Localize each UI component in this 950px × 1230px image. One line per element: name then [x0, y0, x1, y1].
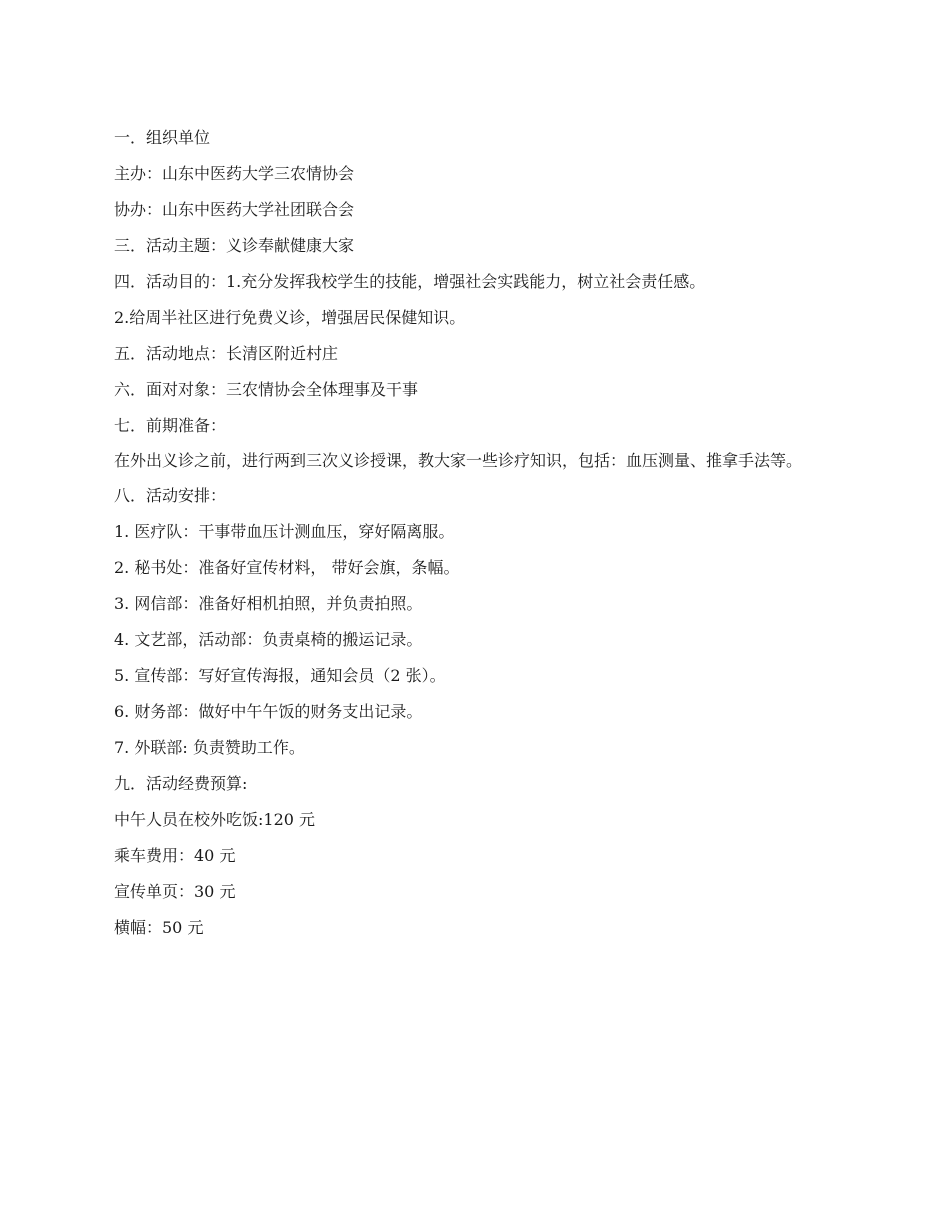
arrangement-item-6: 6. 财务部：做好中午午饭的财务支出记录。 [114, 702, 423, 721]
section-heading-preparation: 七．前期准备： [114, 416, 227, 435]
arrangement-item-7: 7. 外联部: 负责赞助工作。 [114, 738, 305, 757]
section-heading-location: 五．活动地点：长清区附近村庄 [114, 344, 339, 363]
preparation-text: 在外出义诊之前，进行两到三次义诊授课，教大家一些诊疗知识，包括：血压测量、推拿手法等。 [114, 451, 803, 470]
budget-item-transport: 乘车费用：40 元 [114, 846, 236, 865]
arrangement-item-1: 1. 医疗队：干事带血压计测血压，穿好隔离服。 [114, 522, 455, 541]
section-heading-purpose: 四．活动目的：1.充分发挥我校学生的技能，增强社会实践能力，树立社会责任感。 [114, 272, 706, 291]
section-heading-organizers: 一．组织单位 [114, 128, 211, 147]
arrangement-item-5: 5. 宣传部：写好宣传海报，通知会员（2 张）。 [114, 666, 446, 685]
arrangement-item-4: 4. 文艺部，活动部：负责桌椅的搬运记录。 [114, 630, 423, 649]
arrangement-item-3: 3. 网信部：准备好相机拍照，并负责拍照。 [114, 594, 423, 613]
organizer-cohost: 协办：山东中医药大学社团联合会 [114, 200, 355, 219]
budget-item-flyers: 宣传单页：30 元 [114, 882, 236, 901]
budget-item-lunch: 中午人员在校外吃饭:120 元 [114, 810, 316, 829]
purpose-item-2: 2.给周半社区进行免费义诊，增强居民保健知识。 [114, 308, 466, 327]
organizer-host: 主办：山东中医药大学三农情协会 [114, 164, 355, 183]
arrangement-item-2: 2. 秘书处：准备好宣传材料， 带好会旗，条幅。 [114, 558, 460, 577]
budget-item-banner: 横幅：50 元 [114, 918, 204, 937]
section-heading-arrangement: 八．活动安排： [114, 486, 227, 505]
section-heading-audience: 六．面对对象：三农情协会全体理事及干事 [114, 380, 419, 399]
document-body [114, 127, 844, 953]
section-heading-theme: 三．活动主题：义诊奉献健康大家 [114, 236, 355, 255]
section-heading-budget: 九．活动经费预算: [114, 774, 248, 793]
